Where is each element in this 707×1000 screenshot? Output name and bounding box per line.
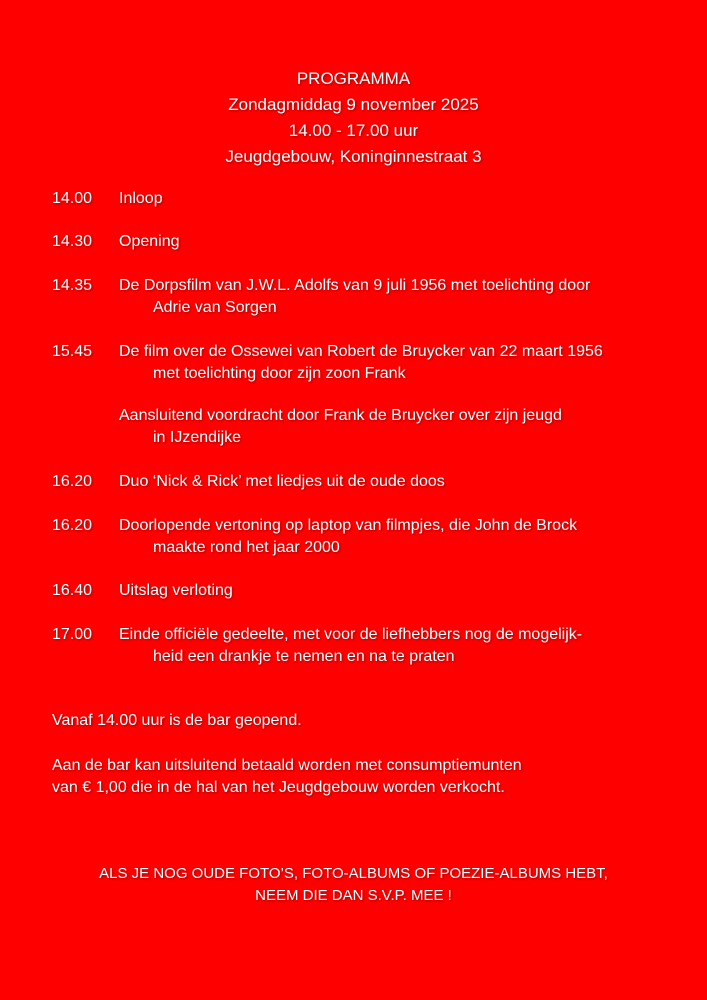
payment-note-line: van € 1,00 die in de hal van het Jeugdgebouw worden verkocht. (52, 779, 505, 796)
program-time: 17.00 (52, 626, 93, 643)
program-text: Doorlopende vertoning op laptop van filmpjes, die John de Brock (119, 517, 578, 534)
footer-line: NEEM DIE DAN S.V.P. MEE ! (255, 887, 452, 904)
program-text: Aansluitend voordracht door Frank de Bruycker over zijn jeugd (119, 407, 562, 424)
program-text-continued: in IJzendijke (153, 429, 242, 446)
program-header (0, 66, 707, 170)
footer-line: ALS JE NOG OUDE FOTO’S, FOTO-ALBUMS OF POEZIE-ALBUMS HEBT, (99, 865, 608, 882)
program-text: Inloop (119, 190, 163, 207)
payment-note (52, 755, 672, 799)
photo-request-footer (0, 863, 707, 907)
program-text: Einde officiële gedeelte, met voor de liefhebbers nog de mogelijk- (119, 626, 583, 643)
bar-open-note: Vanaf 14.00 uur is de bar geopend. (52, 712, 302, 729)
program-text-continued: met toelichting door zijn zoon Frank (153, 365, 406, 382)
program-text: Uitslag verloting (119, 582, 233, 599)
header-date: Zondagmiddag 9 november 2025 (228, 95, 479, 114)
program-text-continued: Adrie van Sorgen (153, 299, 277, 316)
program-time: 16.20 (52, 517, 93, 534)
header-title: PROGRAMMA (296, 69, 411, 88)
program-time: 16.20 (52, 473, 93, 490)
program-time: 15.45 (52, 343, 93, 360)
program-text-continued: maakte rond het jaar 2000 (153, 539, 340, 556)
program-text-continued: heid een drankje te nemen en na te praten (153, 648, 455, 665)
program-text: Opening (119, 233, 180, 250)
payment-note-line: Aan de bar kan uitsluitend betaald worden met consumptiemunten (52, 757, 522, 774)
header-time: 14.00 - 17.00 uur (288, 121, 419, 140)
program-text: De film over de Ossewei van Robert de Bruycker van 22 maart 1956 (119, 343, 603, 360)
program-text: Duo ‘Nick & Rick’ met liedjes uit de oude doos (119, 473, 445, 490)
program-time: 14.30 (52, 233, 93, 250)
program-time: 16.40 (52, 582, 93, 599)
program-time: 14.35 (52, 277, 93, 294)
program-time: 14.00 (52, 190, 93, 207)
header-location: Jeugdgebouw, Koninginnestraat 3 (225, 147, 482, 166)
program-text: De Dorpsfilm van J.W.L. Adolfs van 9 juli 1956 met toelichting door (119, 277, 591, 294)
